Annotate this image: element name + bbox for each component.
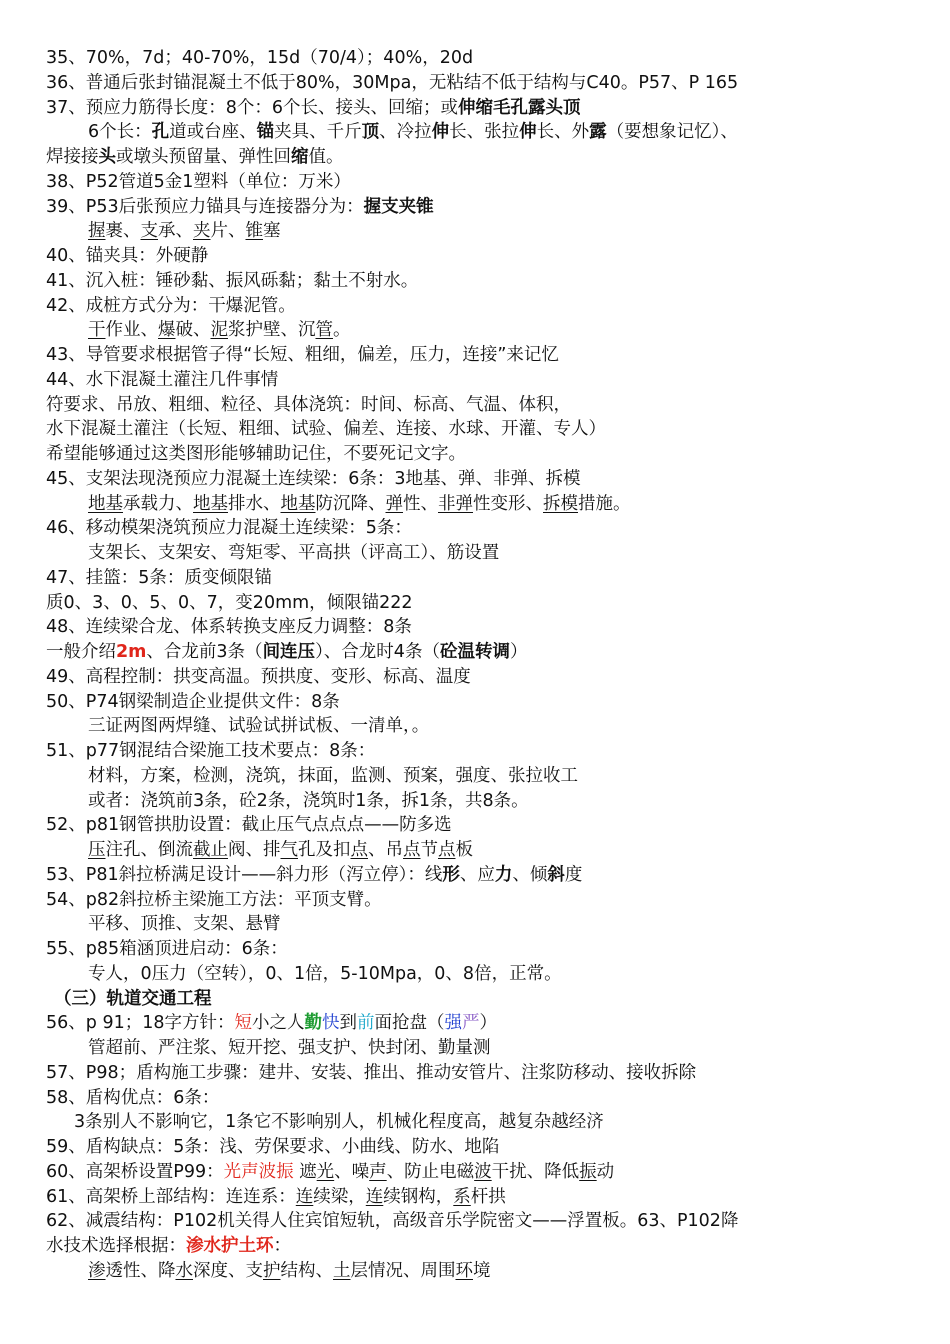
text-segment: 性变形、	[473, 493, 543, 514]
text-line	[0, 764, 950, 789]
text-segment: 、倾	[512, 864, 548, 885]
text-segment: 非弹	[438, 493, 473, 514]
text-line	[0, 1036, 950, 1061]
text-segment: 干扰、降低	[491, 1161, 580, 1182]
text-segment: 49、高程控制：拱变高温。预拱度、变形、标高、温度	[46, 666, 471, 687]
text-segment: 一般介绍	[46, 642, 116, 662]
text-segment: ）	[509, 642, 528, 662]
text-line	[0, 244, 950, 269]
text-segment: 压	[88, 840, 106, 860]
text-segment: 、冷拉	[379, 122, 432, 143]
text-segment: 孔	[151, 122, 170, 143]
text-segment: 孔及扣	[298, 840, 351, 860]
text-segment: 层情况、周围	[350, 1260, 456, 1281]
text-segment: 措施。	[578, 493, 631, 514]
text-segment: 头	[98, 147, 116, 167]
text-segment: 排水、	[228, 493, 281, 514]
text-segment: 夹	[193, 221, 211, 242]
text-line	[0, 665, 950, 690]
text-segment: 41、沉入桩：锤砂黏、振风砾黏；黏土不射水。	[46, 270, 419, 291]
text-segment: 支架长、支架安、弯矩零、平高拱（评高工）、筋设置	[88, 543, 500, 563]
text-segment: 渗水护土环	[186, 1236, 274, 1256]
text-segment: ）、合龙时4条（	[315, 642, 440, 662]
text-line	[0, 813, 950, 838]
text-segment: 希望能够通过这类图形能够辅助记住，不要死记文字。	[46, 444, 466, 464]
text-line	[0, 269, 950, 294]
text-line	[0, 714, 950, 739]
text-segment: 47、挂篮：5条：质变倾限锚	[46, 567, 272, 588]
text-segment: 点	[403, 840, 421, 860]
text-segment: 伸	[431, 122, 450, 143]
text-segment: 护	[263, 1260, 281, 1281]
text-segment: 截止	[193, 840, 228, 860]
text-segment: 40、锚夹具：外硬静	[46, 246, 209, 266]
text-segment: 结构、	[280, 1260, 333, 1281]
text-segment: ）	[479, 1013, 497, 1034]
text-segment: 土	[333, 1260, 351, 1281]
text-segment: 勤	[304, 1013, 322, 1034]
text-segment: 严	[461, 1013, 480, 1034]
text-segment: 爆	[158, 320, 176, 341]
text-segment: 伸缩毛孔露头顶	[458, 97, 581, 118]
text-segment: 专人，0压力（空转），0、1倍，5-10Mpa，0、8倍，正常。	[88, 963, 562, 984]
text-line	[0, 912, 950, 937]
text-segment: 35、70%，7d；40-70%，15d（70/4）；40%，20d	[46, 48, 474, 68]
text-line	[0, 987, 950, 1012]
text-segment: 波	[474, 1161, 492, 1182]
text-segment: 续钢构，	[383, 1186, 454, 1207]
text-line	[0, 318, 950, 343]
text-segment: 系	[453, 1186, 471, 1207]
text-line	[0, 1259, 950, 1284]
text-segment: 承载力、	[123, 493, 193, 514]
text-segment: 、吊	[368, 840, 403, 860]
text-segment: 57、P98；盾构施工步骤：建井、安装、推出、推动安管片、注浆防移动、接收拆除	[46, 1062, 697, 1083]
text-line	[0, 219, 950, 244]
text-segment: 杆拱	[470, 1186, 506, 1207]
text-segment: （要想象记忆）、	[606, 122, 738, 143]
text-line	[0, 888, 950, 913]
text-segment: 55、p85箱涵顶进启动：6条：	[46, 939, 288, 959]
text-segment: 材料，方案，检测，浇筑，抹面，监测、预案，强度、张拉收工	[88, 765, 578, 786]
text-segment: 48、连续梁合龙、体系转换支座反力调整：8条	[46, 617, 412, 638]
text-segment: 长、外	[536, 122, 590, 143]
text-segment: 面抢盘（	[374, 1013, 445, 1034]
document-body	[0, 46, 950, 1284]
text-line	[0, 170, 950, 195]
text-segment: 渗	[88, 1260, 106, 1281]
text-line	[0, 863, 950, 888]
text-line	[0, 467, 950, 492]
text-line	[0, 46, 950, 71]
text-line	[0, 1234, 950, 1259]
text-line	[0, 1011, 950, 1036]
text-segment: 性、	[403, 493, 438, 514]
text-segment: 连	[295, 1186, 314, 1207]
text-segment: 37、预应力筋得长度：8个：6个长、接头、回缩；或	[46, 97, 459, 118]
text-segment: 顶	[361, 122, 380, 143]
text-segment: 露	[589, 122, 607, 143]
text-segment: 36、普通后张封锚混凝土不低于80%，30Mpa，无粘结不低于结构与C40。P57、P 165	[46, 72, 739, 93]
text-segment: 点	[438, 840, 456, 860]
text-line	[0, 640, 950, 665]
text-segment: 前	[356, 1013, 375, 1034]
text-segment: 、应	[459, 864, 495, 885]
text-segment: 支	[140, 221, 158, 242]
text-segment: 符要求、吊放、粗细、粒径、具体浇筑：时间、标高、气温、体积，	[46, 394, 571, 415]
text-segment: 动	[596, 1161, 615, 1182]
text-segment: 2m	[116, 642, 147, 662]
text-segment: 承、	[158, 221, 193, 242]
text-segment: 水	[175, 1260, 193, 1281]
text-segment: 水下混凝土灌注（长短、粗细、试验、偏差、连接、水球、开灌、专人）	[46, 419, 606, 440]
text-segment: 声	[369, 1161, 387, 1182]
text-segment: 透性、降	[105, 1260, 176, 1281]
text-segment: 58、盾构优点：6条：	[46, 1087, 220, 1108]
text-segment: 短	[234, 1013, 252, 1034]
text-line	[0, 145, 950, 170]
text-line	[0, 566, 950, 591]
text-segment: 光	[316, 1161, 335, 1182]
text-segment: 水技术选择根据：	[46, 1236, 186, 1256]
text-segment: 59、盾构缺点：5条：浅、劳保要求、小曲线、防水、地陷	[46, 1137, 500, 1157]
text-segment: 44、水下混凝土灌注几件事情	[46, 369, 279, 390]
text-line	[0, 442, 950, 467]
text-line	[0, 516, 950, 541]
text-segment: 快	[321, 1013, 340, 1034]
text-segment: 、合龙前3条（	[146, 642, 263, 662]
text-segment: 46、移动模架浇筑预应力混凝土连续梁：5条：	[46, 518, 412, 539]
text-line	[0, 937, 950, 962]
text-segment: 地基	[280, 493, 316, 514]
text-segment: 板	[455, 840, 473, 860]
text-segment: 、噪	[334, 1161, 370, 1182]
text-segment: 节	[420, 840, 438, 860]
text-segment: 斜	[547, 864, 565, 885]
text-segment: 光声波振	[223, 1161, 294, 1182]
text-line	[0, 1061, 950, 1086]
text-segment: 三证两图两焊缝、试验试拼试板、一清单，。	[88, 716, 430, 737]
text-segment: 遮	[293, 1161, 317, 1182]
text-line	[0, 615, 950, 640]
text-line	[0, 492, 950, 517]
text-line	[0, 591, 950, 616]
text-segment: 质0、3、0、5、0、7，变20mm，倾限锚222	[46, 592, 413, 613]
text-segment: 夹具、千斤	[274, 122, 362, 143]
text-segment: 39、P53后张预应力锚具与连接器分为：	[46, 196, 364, 217]
text-segment: 或墩头预留量、弹性回	[116, 147, 291, 167]
text-line	[0, 1110, 950, 1135]
text-line	[0, 838, 950, 863]
text-line	[0, 368, 950, 393]
text-line	[0, 1185, 950, 1210]
text-segment: 道或台座、	[169, 122, 257, 143]
text-segment: 塞	[263, 221, 281, 242]
text-segment: 注孔、倒流	[105, 840, 193, 860]
text-segment: 焊接接	[46, 147, 99, 167]
text-line	[0, 120, 950, 145]
text-segment: 52、p81钢管拱肋设置：截止压气点点点——防多选	[46, 815, 452, 836]
text-segment: 、防止电磁	[386, 1161, 475, 1182]
text-segment: 境	[473, 1260, 491, 1281]
text-segment: 破、	[175, 320, 211, 341]
text-segment: 续梁，	[313, 1186, 366, 1207]
text-line	[0, 739, 950, 764]
text-segment: 缩	[291, 147, 309, 167]
text-segment: 阀、排	[228, 840, 281, 860]
text-line	[0, 1160, 950, 1185]
text-segment: 形	[442, 864, 460, 885]
text-line	[0, 343, 950, 368]
text-segment: 43、导管要求根据管子得“长短、粗细，偏差，压力，连接”来记忆	[46, 345, 559, 365]
text-segment: 作业、	[105, 320, 158, 341]
text-segment: 锥	[245, 221, 263, 242]
text-segment: 点	[350, 840, 368, 860]
text-segment: 或者：浇筑前3条，砼2条，浇筑时1条，拆1条，共8条。	[88, 790, 529, 811]
text-segment: 砼温转调	[439, 642, 510, 662]
text-segment: 小之人	[251, 1013, 305, 1034]
text-segment: 气	[280, 840, 298, 860]
text-segment: 伸	[519, 122, 537, 143]
text-segment: 平移、顶推、支架、悬臂	[88, 914, 281, 935]
text-segment: 度	[564, 864, 583, 885]
text-segment: 深度、支	[193, 1260, 263, 1281]
text-line	[0, 96, 950, 121]
text-segment: 拆模	[543, 493, 578, 514]
text-line	[0, 1086, 950, 1111]
text-segment: 锚	[256, 122, 275, 143]
text-segment: 间连压	[262, 642, 316, 662]
text-line	[0, 71, 950, 96]
text-line	[0, 541, 950, 566]
text-segment: 管超前、严注浆、短开挖、强支护、快封闭、勤量测	[88, 1038, 491, 1058]
text-segment: 管	[315, 320, 333, 341]
text-line	[0, 690, 950, 715]
text-segment: 54、p82斜拉桥主梁施工方法：平顶支臂。	[46, 889, 382, 910]
text-segment: 地基	[193, 493, 228, 514]
text-segment: 浆护壁、沉	[228, 320, 316, 341]
text-line	[0, 417, 950, 442]
text-line	[0, 962, 950, 987]
text-segment: 。	[333, 320, 351, 341]
text-segment: 干	[88, 320, 106, 341]
text-segment: 泥	[210, 320, 228, 341]
text-segment: 42、成桩方式分为：干爆泥管。	[46, 295, 296, 316]
text-segment: 振	[579, 1161, 597, 1182]
text-segment: 力	[494, 864, 513, 885]
text-line	[0, 393, 950, 418]
text-line	[0, 1135, 950, 1160]
text-segment: 到	[339, 1013, 357, 1034]
text-line	[0, 195, 950, 220]
text-segment: 握支夹锥	[363, 196, 434, 217]
text-segment: 强	[444, 1013, 462, 1034]
text-segment: 53、P81斜拉桥满足设计——斜力形（泻立停）：线	[46, 864, 443, 885]
text-segment: （三）轨道交通工程	[54, 988, 212, 1009]
text-segment: 50、P74钢梁制造企业提供文件：8条	[46, 691, 340, 712]
text-segment: 6个长：	[88, 122, 152, 143]
text-segment: 51、p77钢混结合梁施工技术要点：8条：	[46, 741, 376, 761]
text-line	[0, 294, 950, 319]
text-segment: 3条别人不影响它，1条它不影响别人，机械化程度高，越复杂越经济	[74, 1112, 604, 1133]
text-segment: 连	[365, 1186, 384, 1207]
text-segment: 环	[455, 1260, 473, 1281]
text-segment: 长、张拉	[449, 122, 520, 143]
text-line	[0, 789, 950, 814]
text-segment: ：	[273, 1236, 291, 1256]
text-segment: 地基	[88, 493, 123, 514]
text-segment: 握	[88, 221, 106, 242]
text-segment: 防沉降、	[315, 493, 386, 514]
text-segment: 61、高架桥上部结构：连连系：	[46, 1186, 296, 1207]
text-segment: 62、减震结构：P102机关得人住宾馆短轨，高级音乐学院密文——浮置板。63、P102降	[46, 1211, 739, 1232]
text-segment: 片、	[210, 221, 246, 242]
text-segment: 38、P52管道5金1塑料（单位：万米）	[46, 171, 351, 192]
text-line	[0, 1209, 950, 1234]
text-segment: 裹、	[105, 221, 141, 242]
text-segment: 45、支架法现浇预应力混凝土连续梁：6条：3地基、弹、非弹、拆模	[46, 468, 581, 489]
text-segment: 56、p 91；18字方针：	[46, 1013, 235, 1034]
text-segment: 值。	[308, 147, 344, 167]
text-segment: 60、高架桥设置P99：	[46, 1161, 224, 1182]
text-segment: 弹	[385, 493, 403, 514]
